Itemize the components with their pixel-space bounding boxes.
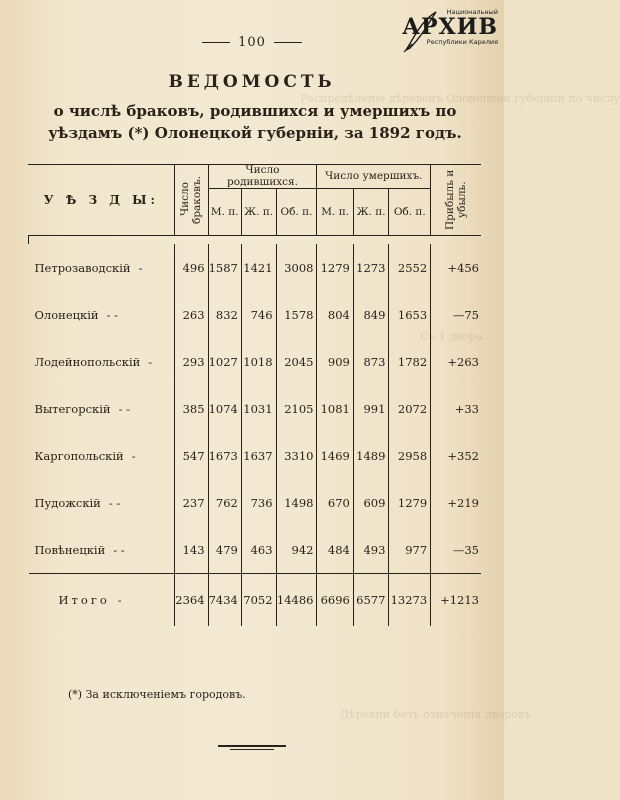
cell-born-m: 832 — [208, 291, 241, 338]
cell-marriages: 496 — [175, 244, 208, 291]
bleed-through-text: Распредѣленіе дѣревенъ Олонецкой губерніи по числу — [300, 92, 620, 105]
table-row — [29, 244, 482, 291]
cell-born-f: 7052 — [241, 574, 276, 627]
bleed-through-text: Дѣревни безъ означенія дворовъ — [340, 708, 532, 721]
cell-marriages: 237 — [175, 479, 208, 526]
cell-died-total: 2552 — [389, 244, 431, 291]
cell-born-total: 2105 — [276, 385, 317, 432]
cell-marriages: 263 — [175, 291, 208, 338]
header-born-group: Число родившихся. — [208, 164, 317, 189]
cell-born-m: 1074 — [208, 385, 241, 432]
cell-diff: +1213 — [431, 574, 481, 627]
cell-marriages: 385 — [175, 385, 208, 432]
cell-died-total: 1279 — [389, 479, 431, 526]
district-name: Олонецкій - - — [34, 307, 118, 322]
cell-born-total: 1578 — [276, 291, 317, 338]
cell-born-total: 3008 — [276, 244, 317, 291]
cell-diff: +33 — [431, 385, 481, 432]
cell-born-m: 1673 — [208, 432, 241, 479]
cell-born-f: 1421 — [241, 244, 276, 291]
cell-diff: +263 — [431, 338, 481, 385]
cell-born-m: 479 — [208, 526, 241, 574]
bleed-through-text: Съ 1 двора — [420, 330, 483, 343]
header-died-female: Ж. п. — [353, 189, 389, 236]
cell-died-m: 484 — [317, 526, 353, 574]
cell-died-f: 609 — [353, 479, 389, 526]
header-died-male: М. п. — [317, 189, 353, 236]
statistics-table — [28, 164, 481, 626]
cell-born-f: 736 — [241, 479, 276, 526]
cell-died-f: 873 — [353, 338, 389, 385]
cell-diff: —35 — [431, 526, 481, 574]
page-title: ВЕДОМОСТЬ — [168, 72, 336, 92]
district-name: Итого - — [29, 574, 175, 627]
cell-born-m: 762 — [208, 479, 241, 526]
cell-died-f: 1273 — [353, 244, 389, 291]
page-number: 100 — [0, 35, 504, 50]
cell-born-f: 746 — [241, 291, 276, 338]
logo-bottom-text: Республики Карелия — [426, 38, 498, 46]
closing-rule-thin — [230, 749, 274, 750]
closing-rule — [218, 745, 286, 747]
header-marriages: Число браковъ. — [175, 164, 208, 236]
footnote: (*) За исключеніемъ городовъ. — [68, 688, 246, 701]
cell-born-total: 2045 — [276, 338, 317, 385]
district-name: Вытегорскій - - — [34, 401, 130, 416]
table-row — [29, 432, 482, 479]
cell-diff: —75 — [431, 291, 481, 338]
table-row — [29, 526, 482, 574]
logo-name: АРХИВ — [402, 14, 498, 40]
cell-died-total: 1782 — [389, 338, 431, 385]
cell-died-total: 977 — [389, 526, 431, 574]
cell-died-f: 1489 — [353, 432, 389, 479]
table-row — [29, 479, 482, 526]
table-row — [29, 385, 482, 432]
district-name: Лодейнопольскій - — [34, 354, 153, 369]
header-died-total: Об. п. — [389, 189, 431, 236]
cell-died-total: 1653 — [389, 291, 431, 338]
table-total-row — [29, 574, 482, 627]
cell-died-total: 2958 — [389, 432, 431, 479]
cell-born-f: 1018 — [241, 338, 276, 385]
cell-died-m: 1279 — [317, 244, 353, 291]
cell-diff: +219 — [431, 479, 481, 526]
cell-born-total: 3310 — [276, 432, 317, 479]
cell-died-m: 1469 — [317, 432, 353, 479]
cell-marriages: 143 — [175, 526, 208, 574]
cell-born-m: 7434 — [208, 574, 241, 627]
district-name: Пудожскій - - — [34, 495, 121, 510]
cell-born-m: 1027 — [208, 338, 241, 385]
cell-born-total: 1498 — [276, 479, 317, 526]
cell-marriages: 293 — [175, 338, 208, 385]
district-name: Петрозаводскій - — [34, 260, 143, 275]
cell-died-total: 2072 — [389, 385, 431, 432]
cell-born-f: 1031 — [241, 385, 276, 432]
header-born-total: Об. п. — [276, 189, 317, 236]
cell-died-f: 493 — [353, 526, 389, 574]
cell-died-f: 6577 — [353, 574, 389, 627]
cell-born-total: 942 — [276, 526, 317, 574]
page-subtitle: о числѣ браковъ, родившихся и умершихъ по уѣздамъ (*) Олонецкой губерніи, за 1892 годъ. — [48, 102, 462, 142]
logo-top-text: Национальный — [446, 8, 498, 16]
cell-died-total: 13273 — [389, 574, 431, 627]
table-row — [29, 338, 482, 385]
cell-died-f: 991 — [353, 385, 389, 432]
cell-marriages: 547 — [175, 432, 208, 479]
cell-diff: +352 — [431, 432, 481, 479]
header-uezdy: У Ѣ З Д Ы: — [29, 164, 175, 236]
cell-died-m: 804 — [317, 291, 353, 338]
district-name: Каргопольскій - — [34, 448, 136, 463]
header-diff: Прибыль и убыль. — [431, 164, 481, 236]
cell-died-m: 1081 — [317, 385, 353, 432]
cell-born-f: 463 — [241, 526, 276, 574]
cell-born-m: 1587 — [208, 244, 241, 291]
cell-born-total: 14486 — [276, 574, 317, 627]
cell-diff: +456 — [431, 244, 481, 291]
header-born-female: Ж. п. — [241, 189, 276, 236]
cell-marriages: 2364 — [175, 574, 208, 627]
cell-died-f: 849 — [353, 291, 389, 338]
table-body — [29, 236, 482, 627]
header-died-group: Число умершихъ. — [317, 164, 431, 189]
district-name: Повѣнецкій - - — [34, 542, 125, 557]
cell-died-m: 670 — [317, 479, 353, 526]
cell-died-m: 6696 — [317, 574, 353, 627]
cell-born-f: 1637 — [241, 432, 276, 479]
table-row — [29, 291, 482, 338]
header-born-male: М. п. — [208, 189, 241, 236]
cell-died-m: 909 — [317, 338, 353, 385]
